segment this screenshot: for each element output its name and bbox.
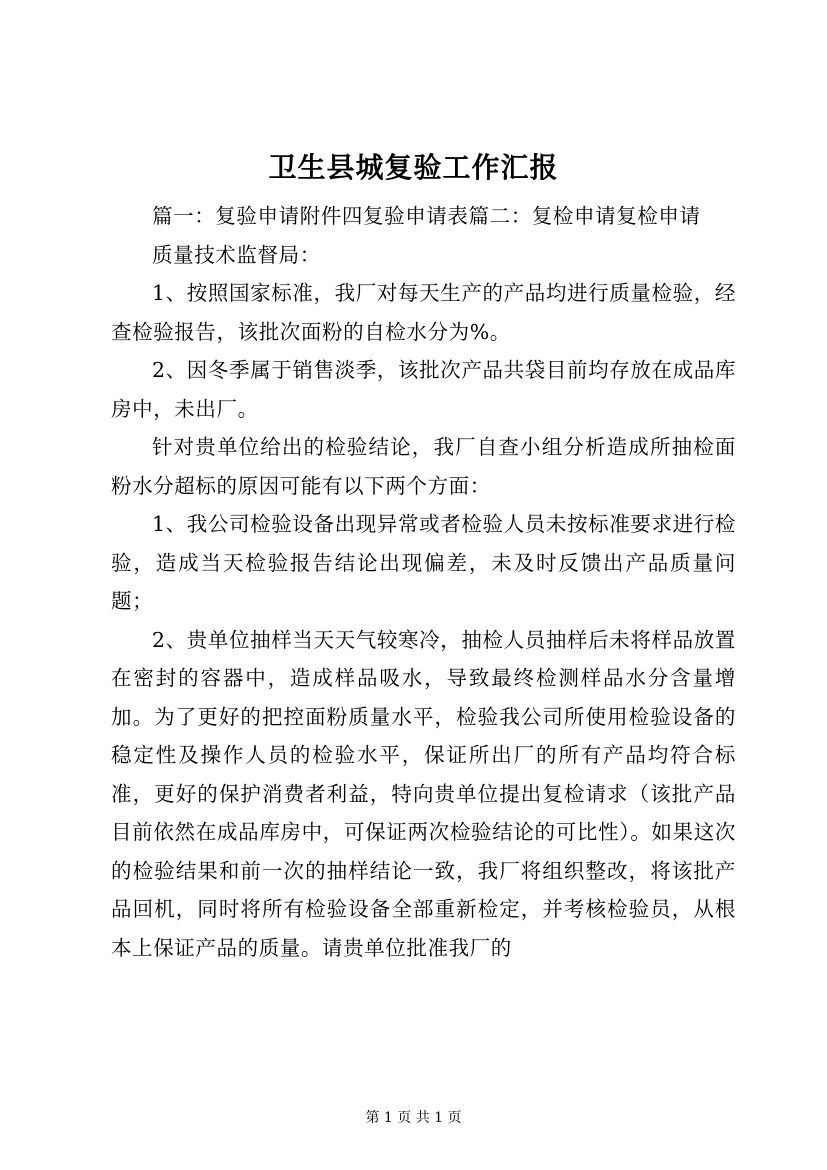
paragraph-reason-1: 1、我公司检验设备出现异常或者检验人员未按标准要求进行检验，造成当天检验报告结论出现偏差，未及时反馈出产品质量问题； xyxy=(111,512,736,613)
paragraph-addressee: 质量技术监督局： xyxy=(152,242,321,267)
paragraph-point-2: 2、因冬季属于销售淡季，该批次产品共袋目前均存放在成品库房中，未出厂。 xyxy=(111,358,736,421)
paragraph-heading: 篇一：复验申请附件四复验申请表篇二：复检申请复检申请 xyxy=(152,204,701,228)
document-title: 卫生县城复验工作汇报 xyxy=(268,151,559,184)
paragraph-reason-2: 2、贵单位抽样当天天气较寒冷，抽检人员抽样后未将样品放置在密封的容器中，造成样品吸水，导致最终检测样品水分含量增加。为了更好的把控面粉质量水平，检验我公司所使用检验设备的稳定性及操作人员的检验水平，保证所出厂的所有产品均符合标准，更好的保护消费者利益，特向贵单位提出复检请求（该批产品目前依然在成品库房中，可保证两次检验结论的可比性）。如果这次的检验结果和前一次的抽样结论一致，我厂将组织整改，将该批产品回机，同时将所有检验设备全部重新检定，并考核检验员，从根本上保证产品的质量。请贵单位批准我厂的 xyxy=(111,627,736,960)
document-body xyxy=(111,197,736,967)
page-number-footer: 第 1 页 共 1 页 xyxy=(365,1110,462,1126)
paragraph-analysis-intro: 针对贵单位给出的检验结论，我厂自查小组分析造成所抽检面粉水分超标的原因可能有以下两个方面： xyxy=(111,435,736,498)
paragraph-point-1: 1、按照国家标准，我厂对每天生产的产品均进行质量检验，经查检验报告，该批次面粉的自检水分为%。 xyxy=(111,281,736,344)
